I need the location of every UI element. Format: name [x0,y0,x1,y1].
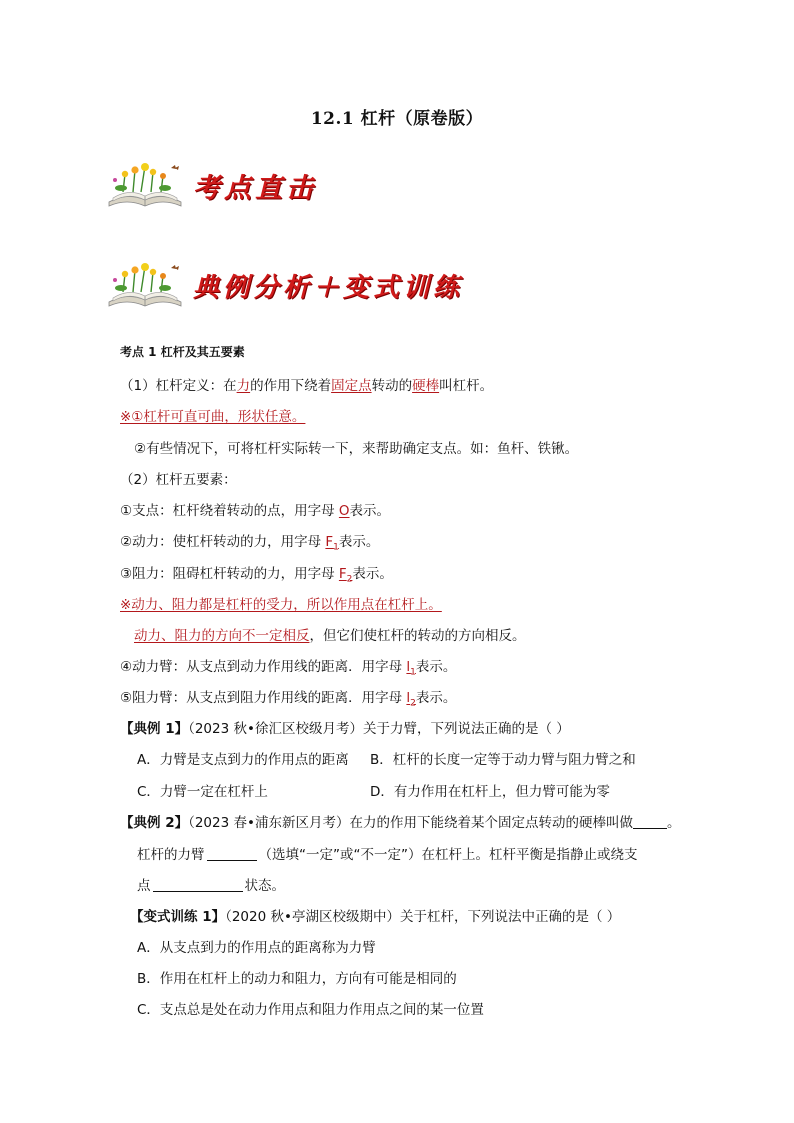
variant-1-option-a: A．从支点到力的作用点的距离称为力臂 [137,940,376,956]
element-fulcrum: ①支点：杠杆绕着转动的点，用字母 O表示。 [120,503,391,519]
element-resistance: ③阻力：阻碍杠杆转动的力，用字母 $F_2$表示。 [120,566,393,585]
example-1-option-a: A．力臂是支点到力的作用点的距离 [137,752,349,768]
lever-definition: （1）杠杆定义：在力的作用下绕着固定点转动的硬棒叫杠杆。 [120,378,494,394]
example-2-line-2: 杠杆的力臂 （选填“一定”或“不一定”）在杠杆上。杠杆平衡是指静止或绕支 [137,847,638,863]
note-forces: ※动力、阻力都是杠杆的受力，所以作用点在杠杆上。 [120,597,442,613]
open-book-flowers-icon [105,162,185,208]
answer-blank[interactable] [153,877,243,892]
section-heading: 考点 1 杠杆及其五要素 [120,345,245,359]
five-elements-heading: （2）杠杆五要素： [120,472,237,488]
example-1-option-d: D．有力作用在杠杆上，但力臂可能为零 [370,784,610,800]
note-shape: ※①杠杆可直可曲，形状任意。 [120,409,306,425]
element-effort: ②动力：使杠杆转动的力，用字母 $F_1$表示。 [120,534,380,553]
example-1-option-b: B．杠杆的长度一定等于动力臂与阻力臂之和 [370,752,636,768]
banner-kaodian [105,162,317,208]
example-2-line-3: 点 状态。 [137,878,285,894]
example-1-option-c: C．力臂一定在杠杆上 [137,784,268,800]
variant-1-option-b: B．作用在杠杆上的动力和阻力，方向有可能是相同的 [137,971,457,987]
banner-dianli-text: 典例分析＋变式训练 [193,272,464,303]
answer-blank[interactable] [207,846,257,861]
open-book-flowers-icon [105,262,185,308]
page-title: 12.1 杠杆（原卷版） [310,109,484,129]
element-resistance-arm: ⑤阻力臂：从支点到阻力作用线的距离．用字母 $l_2$表示。 [120,690,457,709]
example-2-question: 【典例 2】（2023 春•浦东新区月考）在力的作用下能绕着某个固定点转动的硬棒叫做 。 [120,815,681,831]
example-1-question: 【典例 1】（2023 秋•徐汇区校级月考）关于力臂，下列说法正确的是（ ） [120,721,570,737]
banner-dianli [105,262,463,308]
variant-1-question: 【变式训练 1】（2020 秋•亭湖区校级期中）关于杠杆，下列说法中正确的是（ ） [130,909,621,925]
note-rotate: ②有些情况下，可将杠杆实际转一下，来帮助确定支点。如：鱼杆、铁锹。 [134,441,579,457]
variant-1-option-c: C．支点总是处在动力作用点和阻力作用点之间的某一位置 [137,1002,484,1018]
element-effort-arm: ④动力臂：从支点到动力作用线的距离．用字母 $l_1$表示。 [120,659,457,678]
note-direction: 动力、阻力的方向不一定相反，但它们使杠杆的转动的方向相反。 [134,628,526,644]
banner-kaodian-text: 考点直击 [193,172,317,204]
answer-blank[interactable] [633,814,667,829]
